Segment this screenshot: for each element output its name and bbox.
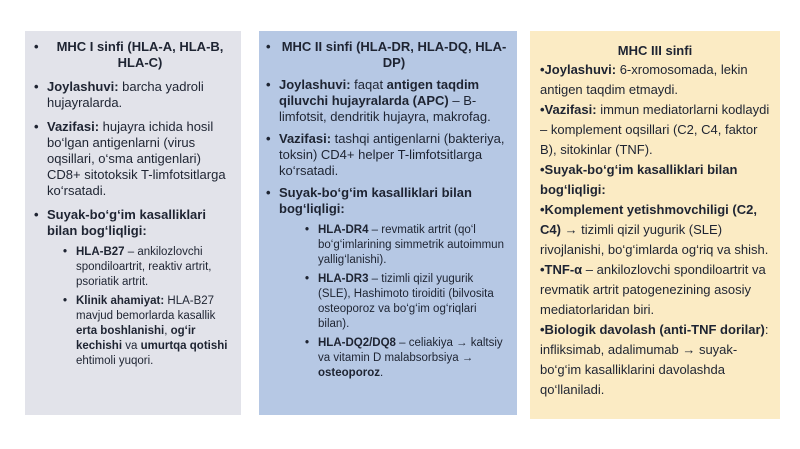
- mhc3-location: [530, 60, 780, 100]
- mhc2-panel: [259, 31, 517, 415]
- mhc1-function-label: Vazifasi:: [47, 119, 100, 134]
- mhc2-function-label: Vazifasi:: [279, 131, 332, 146]
- mhc1-sub2-bold1: erta boshlanishi: [76, 325, 165, 337]
- mhc2-location: [260, 77, 509, 125]
- mhc2-disease: [260, 185, 509, 381]
- mhc2-title: [260, 39, 509, 71]
- mhc2-sub1-label: HLA-DR4: [318, 224, 369, 236]
- mhc2-function: [260, 131, 509, 179]
- mhc2-sub3-label: HLA-DQ2/DQ8: [318, 337, 396, 349]
- mhc1-sub2-label: Klinik ahamiyat:: [76, 295, 165, 307]
- mhc1-sub2-text3: va: [122, 340, 141, 352]
- mhc3-function: [530, 100, 780, 160]
- mhc1-sub-clinical: [61, 294, 233, 369]
- mhc2-title-text: MHC II sinfi (HLA-DR, HLA-DQ, HLA-DP): [281, 39, 507, 70]
- mhc1-sub2-text4: ehtimoli yuqori.: [76, 355, 154, 367]
- mhc1-sub2-text1: HLA-B27 mavjud bemorlarda kasallik: [76, 295, 216, 322]
- mhc1-sub2-bold2: og‘ir kechishi: [76, 325, 196, 352]
- mhc2-sub3-end: .: [379, 367, 384, 379]
- mhc2-sub2-label: HLA-DR3: [318, 273, 369, 285]
- mhc3-panel: [530, 31, 780, 419]
- mhc3-function-text: immun mediatorlarni kodlaydi – komplement oqsillari (C2, C4, faktor B), sitokinlar (TNF).: [540, 102, 770, 157]
- mhc2-sub-hla-dq: [303, 336, 509, 381]
- mhc1-location-text: barcha yadroli hujayralarda.: [47, 79, 204, 110]
- mhc2-sub3-bold: osteoporoz: [318, 367, 380, 379]
- mhc1-sub1-label: HLA-B27: [76, 246, 125, 258]
- mhc3-disease-label: •Suyak-bo‘g‘im kasalliklari bilan bog‘liqligi:: [540, 162, 738, 197]
- mhc2-sub-hla-dr4: [303, 223, 509, 268]
- mhc2-location-text2: – B-limfotsit, dendritik hujayra, makrofag.: [279, 93, 491, 124]
- mhc3-tnf: [530, 260, 780, 320]
- mhc3-tnf-text: – ankilozlovchi spondiloartrit va revmatik artrit patogenezining asosiy mediatorlaridan biri.: [540, 262, 766, 317]
- mhc3-biologic: [530, 320, 780, 400]
- mhc1-function: [28, 119, 233, 199]
- mhc2-sub2-text: – tizimli qizil yugurik (SLE), Hashimoto tiroiditi (bilvosita osteoporoz va bo‘g‘im og‘riqlari bilan).: [318, 273, 494, 330]
- mhc1-disease: [28, 207, 233, 369]
- mhc1-sub2-bold3: umurtqa qotishi: [140, 340, 228, 352]
- mhc2-location-bold: antigen taqdim qiluvchi hujayralarda (APC): [279, 77, 480, 108]
- mhc3-location-text: 6-xromosomada, lekin antigen taqdim etmaydi.: [540, 62, 748, 97]
- mhc1-location: [28, 79, 233, 111]
- mhc3-function-label: •Vazifasi:: [540, 102, 597, 117]
- mhc3-title: MHC III sinfi: [617, 43, 693, 58]
- mhc3-bio-label: •Biologik davolash (anti-TNF dorilar): [540, 322, 765, 337]
- mhc3-tnf-label: •TNF-α: [540, 262, 583, 277]
- mhc1-title-text: MHC I sinfi (HLA-A, HLA-B, HLA-C): [56, 39, 224, 70]
- mhc3-complement-text: → tizimli qizil yugurik (SLE) rivojlanishi, bo‘g‘imlarda og‘riq va shish.: [540, 222, 769, 257]
- mhc3-bio-text: : infliksimab, adalimumab → suyak-bo‘g‘im kasalliklarini davolashda qo‘llaniladi.: [540, 322, 769, 397]
- mhc1-sub1-text: – ankilozlovchi spondiloartrit, reaktiv artrit, psoriatik artrit.: [76, 246, 212, 288]
- mhc2-disease-label: Suyak-bo‘g‘im kasalliklari bilan bog‘liqligi:: [279, 185, 472, 216]
- mhc1-panel: [25, 31, 241, 415]
- mhc1-sub2-text2: ,: [164, 325, 171, 337]
- mhc1-function-text: hujayra ichida hosil bo‘lgan antigenlarni (virus oqsillari, o‘sma antigenlari) CD8+ sitotoksik T-limfotsitlarga ko‘rsatadi.: [47, 119, 226, 198]
- mhc2-sub3-text: – celiakiya → kaltsiy va vitamin D malabsorbsiya →: [318, 337, 503, 364]
- mhc2-function-text: tashqi antigenlarni (bakteriya, toksin) CD4+ helper T-limfotsitlarga ko‘rsatadi.: [279, 131, 505, 178]
- mhc2-list: [259, 31, 517, 381]
- mhc2-location-label: Joylashuvi:: [279, 77, 351, 92]
- mhc2-sub-list: [279, 223, 509, 381]
- mhc1-sub-hla-b27: [61, 245, 233, 290]
- mhc3-complement: [530, 200, 780, 260]
- mhc3-complement-label: •Komplement yetishmovchiligi (C2, C4): [540, 202, 757, 237]
- mhc1-disease-label: Suyak-bo‘g‘im kasalliklari bilan bog‘liqligi:: [47, 207, 206, 238]
- mhc2-sub1-text: – revmatik artrit (qo‘l bo‘g‘imlarining simmetrik autoimmun yallig‘lanishi).: [318, 224, 504, 266]
- mhc2-location-text1: faqat: [350, 77, 387, 92]
- mhc3-location-label: •Joylashuvi:: [540, 62, 617, 77]
- mhc1-location-label: Joylashuvi:: [47, 79, 119, 94]
- mhc1-title: [28, 39, 233, 71]
- mhc1-list: [25, 31, 241, 369]
- mhc2-sub-hla-dr3: [303, 272, 509, 332]
- mhc1-sub-list: [47, 245, 233, 369]
